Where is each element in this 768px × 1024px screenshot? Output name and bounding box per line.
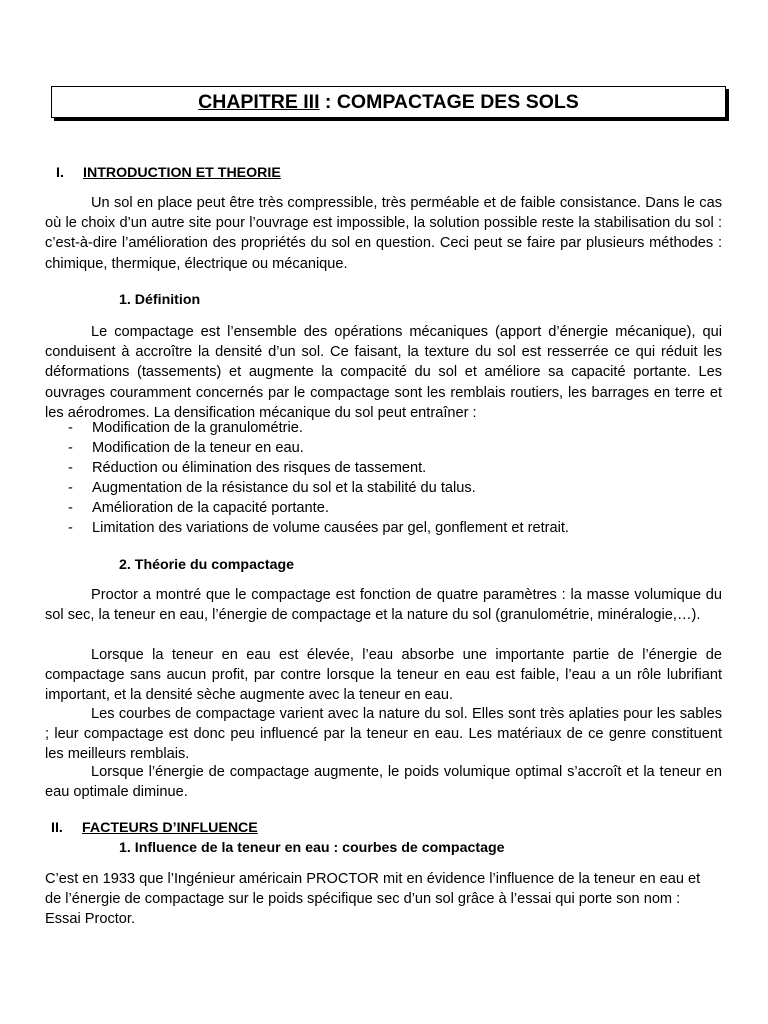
chapter-title	[51, 86, 726, 118]
section-number: II.	[51, 820, 63, 836]
effects-list	[45, 418, 722, 539]
definition-paragraph: Le compactage est l’ensemble des opérations mécaniques (apport d’énergie mécanique), qui conduisent à accroître la densité d’un sol. Ce faisant, la texture du sol est resserrée ce qui réduit les déformations (tassements) et augmente la compacité du sol et améliore sa capacité portante. Les ouvrages couramment concernés par le compactage sont les remblais routiers, les barrages en terre et les aérodromes. La densification mécanique du sol peut entraîner :	[45, 324, 722, 421]
list-item: - Réduction ou élimination des risques de tassement.	[68, 460, 427, 477]
list-item: - Amélioration de la capacité portante.	[68, 500, 329, 517]
subheading-definition: 1. Définition	[119, 292, 201, 308]
proctor-paragraph: C’est en 1933 que l’Ingénieur américain PROCTOR mit en évidence l’influence de la teneur en eau et de l’énergie de compactage sur le poids spécifique sec d’un sol grâce à l’essai qui porte son nom : Essai Proctor.	[45, 871, 701, 928]
subheading-theory: 2. Théorie du compactage	[119, 557, 295, 573]
section-heading-factors	[51, 819, 258, 837]
theory-paragraph-3: Les courbes de compactage varient avec la nature du sol. Elles sont très aplaties pour les sables ; leur compactage est donc peu influencé par la teneur en eau. Les matériaux de ce genre constituent les meilleurs remblais.	[45, 706, 722, 763]
chapter-title-prefix: CHAPITRE III	[198, 90, 320, 113]
list-item: - Modification de la teneur en eau.	[68, 440, 304, 457]
chapter-title-rest: : COMPACTAGE DES SOLS	[319, 90, 579, 113]
intro-paragraph: Un sol en place peut être très compressible, très perméable et de faible consistance. Dans le cas où le choix d’un autre site pour l’ouvrage est impossible, la solution possible reste la stabilisation du sol : c’est-à-dire l’amélioration des propriétés du sol en question. Ceci peut se faire par plusieurs méthodes : chimique, thermique, électrique ou mécanique.	[45, 195, 722, 272]
section-title: FACTEURS D’INFLUENCE	[82, 820, 258, 836]
list-item: - Modification de la granulométrie.	[68, 420, 303, 436]
theory-paragraph-2: Lorsque la teneur en eau est élevée, l’eau absorbe une importante partie de l’énergie de compactage sans aucun profit, par contre lorsque la teneur en eau est faible, l’eau a un rôle lubrifiant important, et la densité sèche augmente avec la teneur en eau.	[45, 647, 722, 704]
section-number: I.	[56, 165, 64, 181]
section-title: INTRODUCTION ET THEORIE	[83, 165, 281, 181]
section-heading-intro	[56, 164, 281, 182]
list-item: - Augmentation de la résistance du sol et la stabilité du talus.	[68, 480, 476, 497]
list-item: - Limitation des variations de volume causées par gel, gonflement et retrait.	[68, 520, 569, 537]
theory-paragraph-1: Proctor a montré que le compactage est fonction de quatre paramètres : la masse volumique du sol sec, la teneur en eau, l’énergie de compactage et la nature du sol (granulométrie, minéralogie,…).	[45, 587, 722, 624]
theory-paragraph-4: Lorsque l’énergie de compactage augmente, le poids volumique optimal s’accroît et la teneur en eau optimale diminue.	[45, 764, 722, 801]
subheading-water-content: 1. Influence de la teneur en eau : courbes de compactage	[119, 840, 505, 856]
